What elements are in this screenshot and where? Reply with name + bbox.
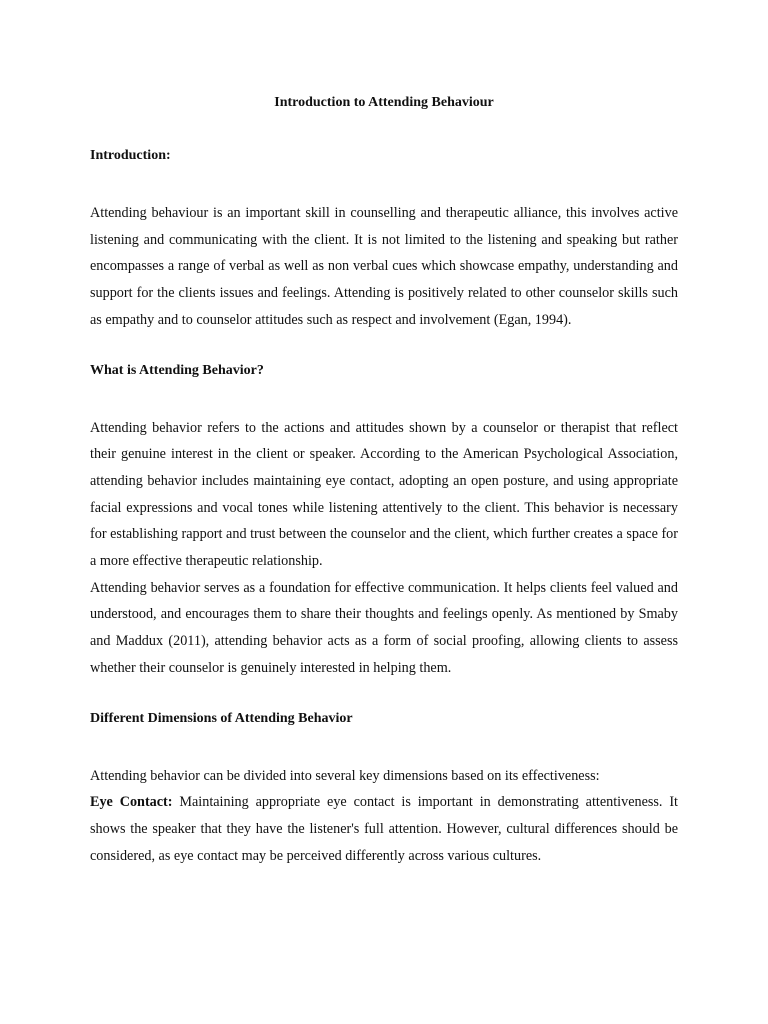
paragraph-dimensions-intro: Attending behavior can be divided into several key dimensions based on its effectiveness:: [90, 767, 600, 784]
paragraph-eye-contact: [90, 789, 678, 869]
paragraph-introduction: Attending behaviour is an important skill in counselling and therapeutic alliance, this involves active listening and communicating with the client. It is not limited to the listening and speaking but rather encompasses a range of verbal as well as non verbal cues which showcase empathy, understanding and support for the clients issues and feelings. Attending is positively related to other counselor skills such as empathy and to counselor attitudes such as respect and involvement (Egan, 1994).: [90, 205, 678, 328]
document-page: [90, 93, 678, 869]
section-heading-what-is: What is Attending Behavior?: [90, 362, 264, 378]
eye-contact-text: Maintaining appropriate eye contact is important in demonstrating attentiveness. It shows the speaker that they have the listener's full attention. However, cultural differences should be considered, as eye contact may be perceived differently across various cultures.: [90, 794, 678, 864]
paragraph-what-is-1: Attending behavior refers to the actions and attitudes shown by a counselor or therapist that reflect their genuine interest in the client or speaker. According to the American Psychological Association, attending behavior includes maintaining eye contact, adopting an open posture, and using appropriate facial expressions and vocal tones while listening attentively to the client. This behavior is necessary for establishing rapport and trust between the counselor and the client, which further creates a space for a more effective therapeutic relationship.: [90, 419, 678, 570]
document-title: Introduction to Attending Behaviour: [274, 95, 494, 110]
section-heading-dimensions: Different Dimensions of Attending Behavior: [90, 710, 353, 726]
paragraph-what-is-2: Attending behavior serves as a foundation for effective communication. It helps clients feel valued and understood, and encourages them to share their thoughts and feelings openly. As mentioned by Smaby and Maddux (2011), attending behavior acts as a form of social proofing, allowing clients to assess whether their counselor is genuinely interested in helping them.: [90, 579, 678, 676]
section-heading-introduction: Introduction:: [90, 148, 171, 163]
eye-contact-label: Eye Contact:: [90, 794, 173, 811]
